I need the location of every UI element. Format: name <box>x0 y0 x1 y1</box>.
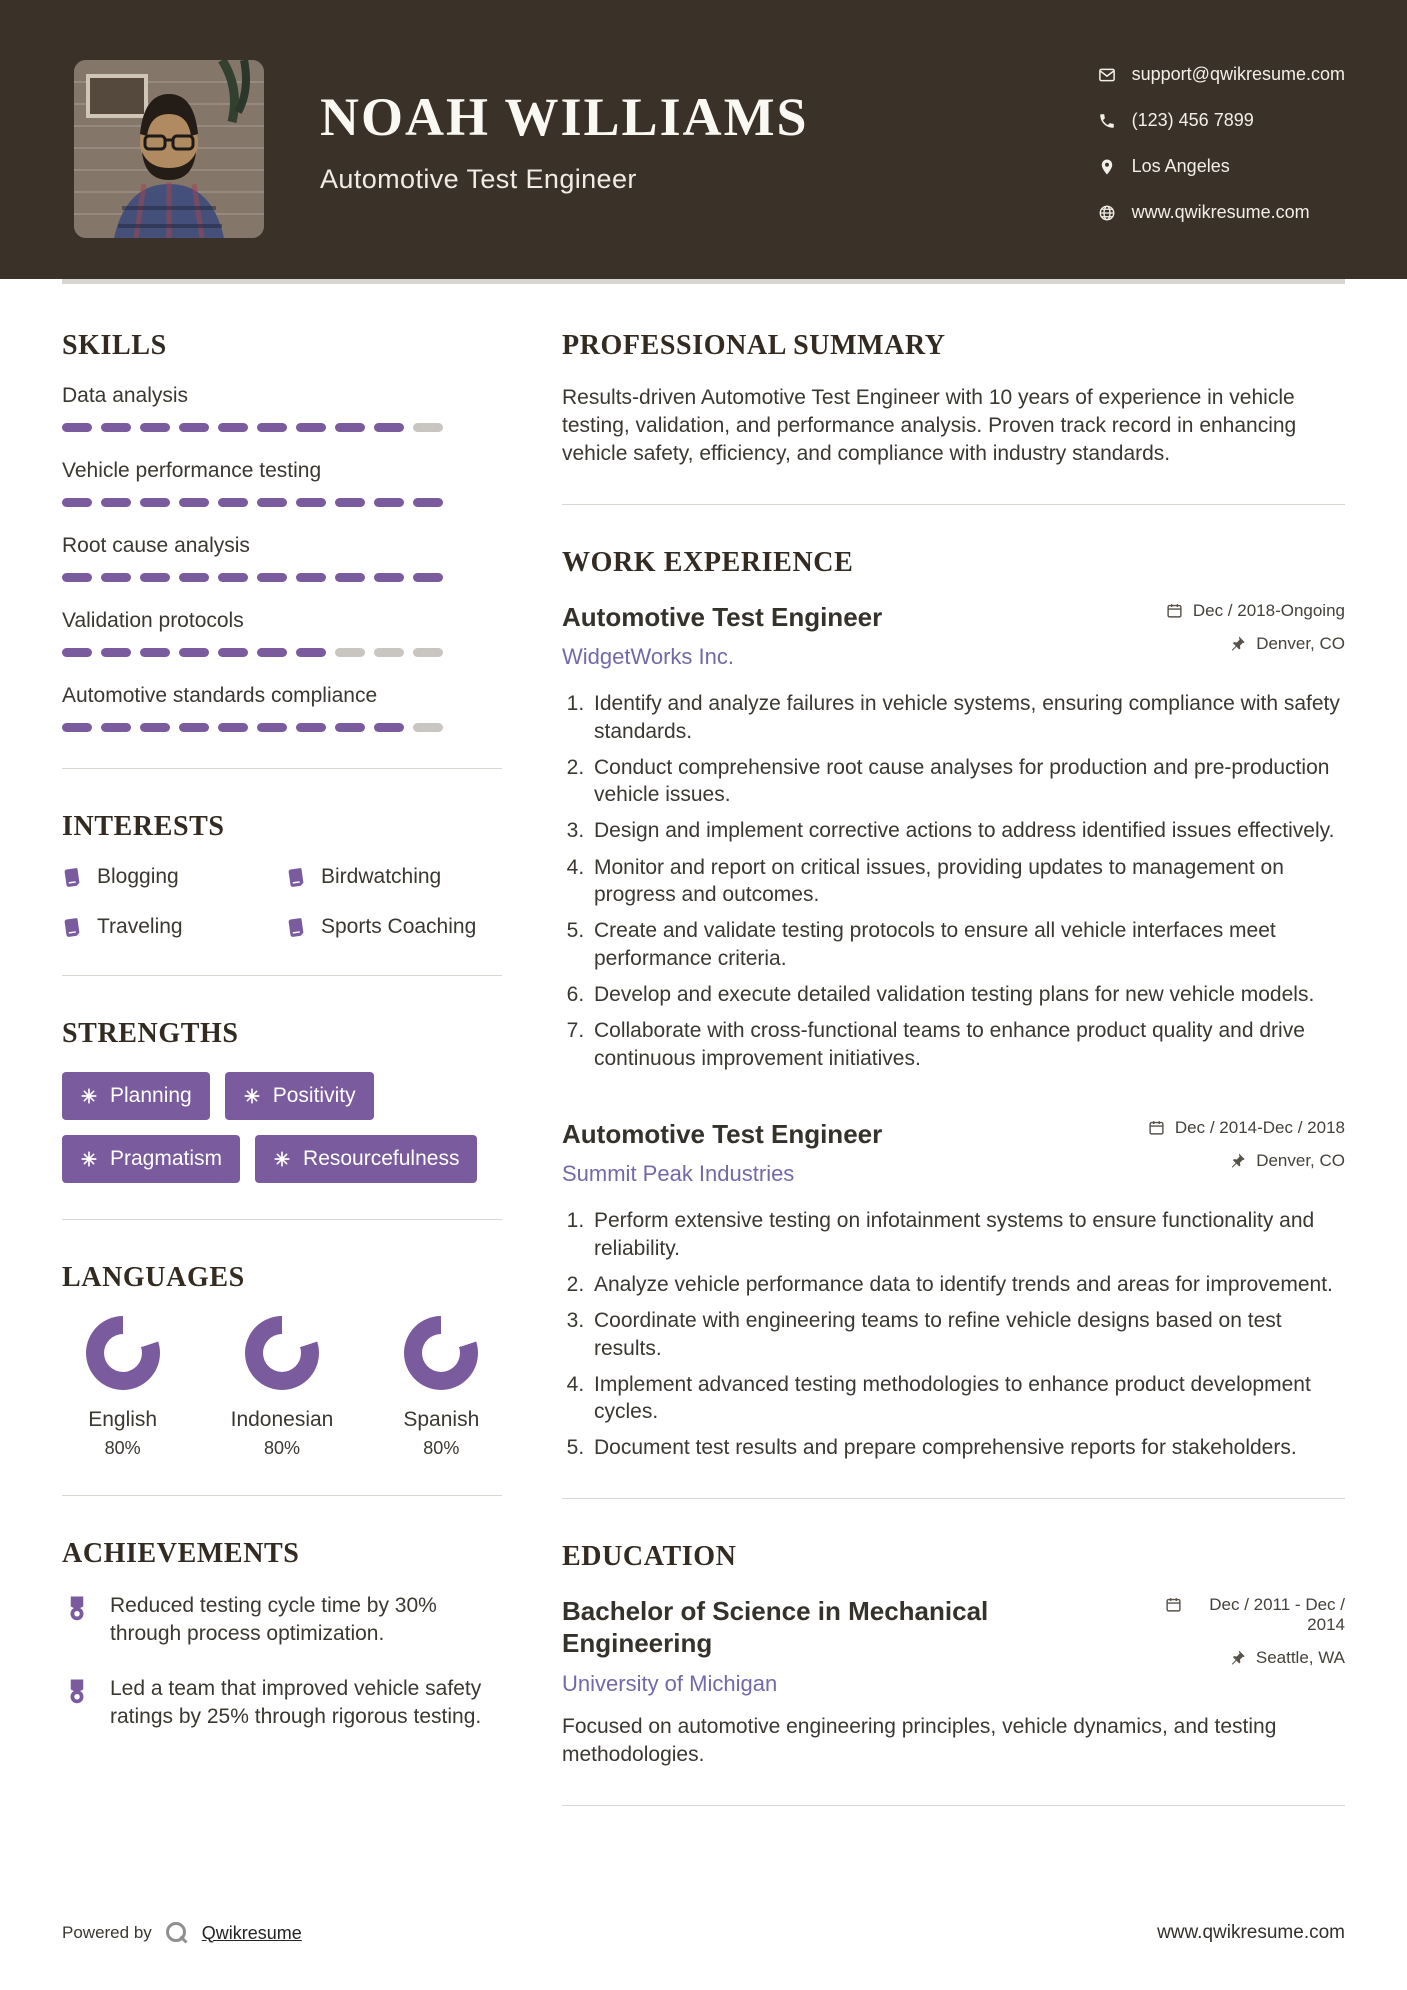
person-name: NOAH WILLIAMS <box>320 87 809 147</box>
strength-badge <box>225 1072 374 1120</box>
achievement-text: Reduced testing cycle time by 30% through process optimization. <box>110 1594 437 1645</box>
summary-section <box>562 330 1345 468</box>
footer <box>0 1890 1407 1990</box>
book-icon <box>285 865 309 889</box>
divider <box>62 1219 502 1220</box>
skill-level-bar <box>62 648 502 657</box>
right-column <box>562 330 1345 1848</box>
calendar-icon <box>1166 602 1183 619</box>
interests-grid <box>62 865 502 939</box>
job-dates <box>1166 601 1345 621</box>
divider <box>562 1498 1345 1499</box>
skill-level-bar <box>62 423 502 432</box>
summary-text: Results-driven Automotive Test Engineer with 10 years of experience in vehicle testing, validation, and performance analysis. Proven track record in enhancing vehicle safety, efficiency, and compliance with industry standards. <box>562 386 1297 465</box>
job-bullet: 1. Identify and analyze failures in vehicle systems, ensuring compliance with safety standards. <box>590 690 1345 745</box>
job-title: Automotive Test Engineer <box>562 1118 883 1149</box>
skill-item <box>62 609 502 657</box>
language-percent: 80% <box>104 1438 141 1458</box>
job-company: WidgetWorks Inc. <box>562 644 734 670</box>
job-title: Automotive Test Engineer <box>562 601 883 632</box>
interest-label: Sports Coaching <box>321 915 477 938</box>
language-name: English <box>88 1408 158 1431</box>
summary-heading: PROFESSIONAL SUMMARY <box>562 330 946 361</box>
calendar-icon <box>1148 1119 1165 1136</box>
job-bullet: 7. Collaborate with cross-functional teams to enhance product quality and drive continuous improvement initiatives. <box>590 1017 1345 1072</box>
education-header-right <box>1165 1595 1345 1668</box>
divider <box>562 1805 1345 1806</box>
contact-phone-text: (123) 456 7899 <box>1131 110 1254 130</box>
job-dates-text: Dec / 2014-Dec / 2018 <box>1174 1117 1345 1137</box>
achievement-icon <box>62 1594 92 1624</box>
job-bullet: 5. Document test results and prepare comprehensive reports for stakeholders. <box>590 1434 1345 1461</box>
interest-item <box>286 865 502 889</box>
pushpin-icon <box>1229 1152 1246 1169</box>
interest-label: Blogging <box>97 865 179 888</box>
job-location <box>1229 634 1345 654</box>
education-dates-text: Dec / 2011 - Dec / 2014 <box>1209 1594 1345 1634</box>
divider <box>62 975 502 976</box>
language-item <box>381 1316 502 1459</box>
interest-label: Birdwatching <box>321 865 442 888</box>
job-dates-text: Dec / 2018-Ongoing <box>1192 600 1345 620</box>
job-bullet-list <box>590 1207 1345 1461</box>
education-location-text: Seattle, WA <box>1255 1647 1345 1667</box>
strength-badge <box>62 1135 240 1183</box>
footer-site-link[interactable]: www.qwikresume.com <box>1157 1922 1345 1943</box>
achievement-item <box>62 1675 502 1730</box>
language-item <box>221 1316 342 1459</box>
interests-heading: INTERESTS <box>62 811 225 842</box>
skills-heading: SKILLS <box>62 330 167 361</box>
strength-badges <box>62 1072 502 1183</box>
contact-website-text: www.qwikresume.com <box>1131 202 1310 222</box>
phone-icon <box>1098 112 1116 130</box>
job-dates <box>1148 1118 1345 1138</box>
job-bullet: 6. Develop and execute detailed validation testing plans for new vehicle models. <box>590 981 1345 1008</box>
starburst-icon <box>80 1150 98 1168</box>
language-name: Spanish <box>403 1408 480 1431</box>
job-header <box>562 1118 1345 1188</box>
skill-item <box>62 684 502 732</box>
location-icon <box>1098 158 1116 176</box>
book-icon <box>61 865 85 889</box>
contact-website[interactable] <box>1098 202 1345 223</box>
job-bullet: 3. Design and implement corrective actions to address identified issues effectively. <box>590 817 1345 844</box>
job-location-text: Denver, CO <box>1256 1150 1345 1170</box>
divider <box>62 768 502 769</box>
main-content <box>0 284 1407 1890</box>
strength-label: Planning <box>110 1084 192 1107</box>
pushpin-icon <box>1229 1649 1246 1666</box>
profile-photo-illustration <box>74 60 264 238</box>
achievements-section <box>62 1538 502 1731</box>
header <box>0 0 1407 279</box>
job-header <box>562 601 1345 671</box>
skill-level-bar <box>62 498 502 507</box>
person-job-title: Automotive Test Engineer <box>320 164 637 194</box>
job-header-right <box>1166 601 1345 654</box>
job-bullet: 2. Conduct comprehensive root cause analyses for production and pre-production vehicle issues. <box>590 754 1345 809</box>
language-donut-chart <box>245 1316 319 1390</box>
powered-by <box>62 1920 302 1946</box>
job-bullet-list <box>590 690 1345 1072</box>
education-description: Focused on automotive engineering principles, vehicle dynamics, and testing methodologies. <box>562 1714 1277 1766</box>
divider <box>62 1495 502 1496</box>
left-column <box>62 330 502 1759</box>
job-header-left <box>562 601 1146 671</box>
skill-item <box>62 459 502 507</box>
skill-name: Vehicle performance testing <box>62 459 322 482</box>
job-bullet: 5. Create and validate testing protocols to ensure all vehicle interfaces meet performance criteria. <box>590 917 1345 972</box>
contact-location[interactable] <box>1098 156 1345 177</box>
strength-label: Pragmatism <box>110 1147 223 1170</box>
degree-title: Bachelor of Science in Mechanical Engineering <box>562 1595 989 1659</box>
contact-list <box>1098 60 1345 248</box>
job-bullet: 2. Analyze vehicle performance data to identify trends and areas for improvement. <box>590 1271 1345 1298</box>
language-percent: 80% <box>263 1438 300 1458</box>
powered-by-text: Powered by <box>62 1923 152 1942</box>
contact-email-text: support@qwikresume.com <box>1131 64 1345 84</box>
skill-name: Validation protocols <box>62 609 244 632</box>
skill-name: Automotive standards compliance <box>62 684 378 707</box>
strength-badge <box>255 1135 477 1183</box>
skill-item <box>62 384 502 432</box>
job-location-text: Denver, CO <box>1256 633 1345 653</box>
skill-level-bar <box>62 723 502 732</box>
strength-label: Positivity <box>272 1084 356 1107</box>
strengths-heading: STRENGTHS <box>62 1018 239 1049</box>
job-entry <box>562 1118 1345 1462</box>
book-icon <box>285 915 309 939</box>
strengths-section <box>62 1018 502 1183</box>
skills-section <box>62 330 502 732</box>
interest-item <box>62 915 278 939</box>
education-section <box>562 1541 1345 1769</box>
globe-icon <box>1098 204 1116 222</box>
education-location <box>1229 1648 1345 1668</box>
language-name: Indonesian <box>230 1408 334 1431</box>
language-donut-chart <box>404 1316 478 1390</box>
job-location <box>1229 1151 1345 1171</box>
achievement-item <box>62 1592 502 1647</box>
experience-heading: WORK EXPERIENCE <box>562 546 854 578</box>
qwikresume-logo <box>164 1920 190 1946</box>
calendar-icon <box>1165 1596 1182 1613</box>
languages-section <box>62 1262 502 1459</box>
interest-item <box>62 865 278 889</box>
job-bullet: 1. Perform extensive testing on infotainment systems to ensure functionality and reliability. <box>590 1207 1345 1262</box>
starburst-icon <box>243 1087 261 1105</box>
contact-phone[interactable] <box>1098 110 1345 131</box>
job-header-right <box>1148 1118 1345 1171</box>
name-block <box>320 60 809 195</box>
interest-label: Traveling <box>97 915 183 938</box>
language-donut-chart <box>86 1316 160 1390</box>
pushpin-icon <box>1229 635 1246 652</box>
job-header-left <box>562 1118 1128 1188</box>
job-company: Summit Peak Industries <box>562 1161 795 1187</box>
education-header-left <box>562 1595 1145 1697</box>
education-header <box>562 1595 1345 1697</box>
starburst-icon <box>80 1087 98 1105</box>
job-bullet: 3. Coordinate with engineering teams to refine vehicle designs based on test results. <box>590 1307 1345 1362</box>
languages-list <box>62 1316 502 1459</box>
achievement-icon <box>62 1677 92 1707</box>
language-percent: 80% <box>423 1438 460 1458</box>
skill-name: Root cause analysis <box>62 534 250 557</box>
interest-item <box>286 915 502 939</box>
education-dates <box>1165 1595 1345 1635</box>
achievements-heading: ACHIEVEMENTS <box>62 1538 300 1569</box>
starburst-icon <box>273 1150 291 1168</box>
job-entry <box>562 601 1345 1072</box>
divider <box>562 504 1345 505</box>
qwikresume-link[interactable]: Qwikresume <box>201 1922 302 1943</box>
strength-label: Resourcefulness <box>303 1147 460 1170</box>
strength-badge <box>62 1072 210 1120</box>
contact-location-text: Los Angeles <box>1131 156 1230 176</box>
contact-email[interactable] <box>1098 64 1345 85</box>
languages-heading: LANGUAGES <box>62 1262 245 1293</box>
email-icon <box>1098 66 1116 84</box>
education-heading: EDUCATION <box>562 1540 737 1572</box>
book-icon <box>61 915 85 939</box>
job-bullet: 4. Monitor and report on critical issues, providing updates to management on progress and outcomes. <box>590 854 1345 909</box>
skill-level-bar <box>62 573 502 582</box>
skill-name: Data analysis <box>62 384 189 407</box>
school-name: University of Michigan <box>562 1670 778 1696</box>
achievement-text: Led a team that improved vehicle safety ratings by 25% through rigorous testing. <box>110 1677 482 1729</box>
skill-item <box>62 534 502 582</box>
job-bullet: 4. Implement advanced testing methodologies to enhance product development cycles. <box>590 1371 1345 1426</box>
language-item <box>62 1316 183 1459</box>
experience-section <box>562 547 1345 1462</box>
profile-photo <box>74 60 264 238</box>
interests-section <box>62 811 502 939</box>
